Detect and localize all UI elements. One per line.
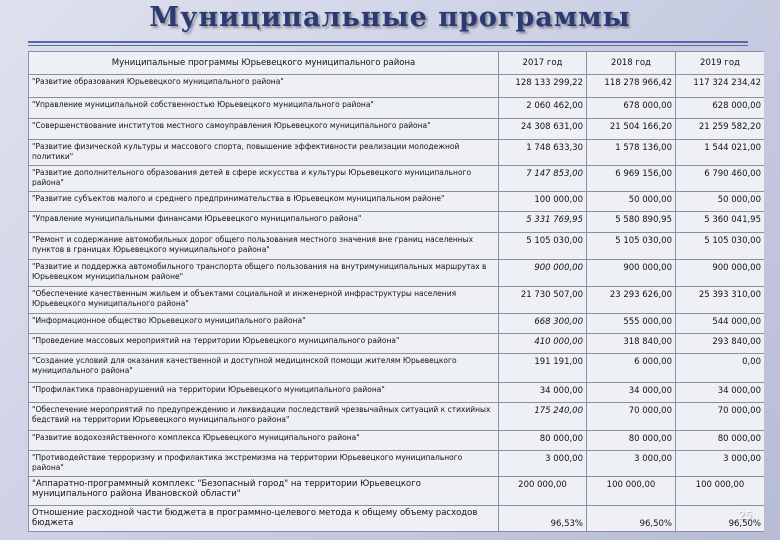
value-2019: 900 000,00 <box>676 260 765 287</box>
program-name: "Развитие физической культуры и массового спорта, повышение эффективности реализации молодежной политики" <box>29 140 499 166</box>
title-underline <box>28 41 748 43</box>
table-row <box>29 233 765 260</box>
title-underline-thin <box>28 45 748 46</box>
table-row <box>29 192 765 212</box>
header-year-2019: 2019 год <box>676 52 765 75</box>
value-2018: 318 840,00 <box>587 334 676 354</box>
program-name: "Обеспечение мероприятий по предупреждению и ликвидации последствий чрезвычайных ситуаций к стихийных бедствий на территории Юрьевецкого муниципального района" <box>29 403 499 431</box>
value-2019: 25 393 310,00 <box>676 287 765 314</box>
value-2019: 50 000,00 <box>676 192 765 212</box>
header-year-2018: 2018 год <box>587 52 676 75</box>
program-name: "Развитие водохозяйственного комплекса Юрьевецкого муниципального района" <box>29 431 499 451</box>
summary-value-2018: 96,50% <box>587 506 676 532</box>
value-2018: 555 000,00 <box>587 314 676 334</box>
value-2018: 50 000,00 <box>587 192 676 212</box>
table-row <box>29 383 765 403</box>
value-2019: 80 000,00 <box>676 431 765 451</box>
value-2018: 118 278 966,42 <box>587 75 676 98</box>
value-2017: 900 000,00 <box>499 260 587 287</box>
value-2018: 3 000,00 <box>587 451 676 477</box>
value-2017: 200 000,00 <box>499 477 587 506</box>
table-header-row <box>29 52 765 75</box>
value-2018: 21 504 166,20 <box>587 119 676 140</box>
program-name: "Создание условий для оказания качественной и доступной медицинской помощи жителям Юрьевецкого муниципального района" <box>29 354 499 383</box>
value-2018: 6 969 156,00 <box>587 166 676 192</box>
value-2018: 70 000,00 <box>587 403 676 431</box>
summary-row <box>29 506 765 532</box>
table-row <box>29 403 765 431</box>
programs-table-container <box>28 51 764 540</box>
page-number: 25 <box>738 509 752 522</box>
program-name: "Аппаратно-программный комплекс "Безопасный город" на территории Юрьевецкого муниципального района Ивановской области" <box>29 477 499 506</box>
value-2017: 100 000,00 <box>499 192 587 212</box>
value-2018: 1 578 136,00 <box>587 140 676 166</box>
program-name: "Противодействие терроризму и профилактика экстремизма на территории Юрьевецкого муниципального района" <box>29 451 499 477</box>
value-2018: 34 000,00 <box>587 383 676 403</box>
value-2019: 100 000,00 <box>676 477 765 506</box>
value-2019: 34 000,00 <box>676 383 765 403</box>
value-2019: 544 000,00 <box>676 314 765 334</box>
table-row <box>29 212 765 233</box>
page-title: Муниципальные программы <box>149 2 631 33</box>
value-2017: 80 000,00 <box>499 431 587 451</box>
table-row <box>29 314 765 334</box>
table-row <box>29 75 765 98</box>
value-2017: 191 191,00 <box>499 354 587 383</box>
value-2018: 5 105 030,00 <box>587 233 676 260</box>
value-2019: 3 000,00 <box>676 451 765 477</box>
value-2017: 175 240,00 <box>499 403 587 431</box>
value-2017: 3 000,00 <box>499 451 587 477</box>
value-2019: 1 544 021,00 <box>676 140 765 166</box>
value-2018: 900 000,00 <box>587 260 676 287</box>
header-program-name: Муниципальные программы Юрьевецкого муниципального района <box>29 52 499 75</box>
value-2019: 117 324 234,42 <box>676 75 765 98</box>
value-2018: 678 000,00 <box>587 98 676 119</box>
value-2017: 128 133 299,22 <box>499 75 587 98</box>
value-2017: 5 105 030,00 <box>499 233 587 260</box>
program-name: "Совершенствование институтов местного самоуправления Юрьевецкого муниципального района" <box>29 119 499 140</box>
value-2018: 23 293 626,00 <box>587 287 676 314</box>
program-name: "Профилактика правонарушений на территории Юрьевецкого муниципального района" <box>29 383 499 403</box>
value-2017: 5 331 769,95 <box>499 212 587 233</box>
value-2019: 5 360 041,95 <box>676 212 765 233</box>
value-2017: 2 060 462,00 <box>499 98 587 119</box>
value-2017: 7 147 853,00 <box>499 166 587 192</box>
table-row <box>29 431 765 451</box>
summary-value-2017: 96,53% <box>499 506 587 532</box>
summary-value-2019: 96,50% <box>676 506 765 532</box>
table-row <box>29 477 765 506</box>
header-year-2017: 2017 год <box>499 52 587 75</box>
value-2017: 21 730 507,00 <box>499 287 587 314</box>
summary-label: Отношение расходной части бюджета в программно-целевого метода к общему объему расходов бюджета <box>29 506 499 532</box>
value-2017: 24 308 631,00 <box>499 119 587 140</box>
program-name: "Управление муниципальной собственностью Юрьевецкого муниципального района" <box>29 98 499 119</box>
table-row <box>29 451 765 477</box>
table-row <box>29 166 765 192</box>
value-2018: 80 000,00 <box>587 431 676 451</box>
value-2019: 628 000,00 <box>676 98 765 119</box>
table-row <box>29 119 765 140</box>
table-row <box>29 98 765 119</box>
program-name: "Ремонт и содержание автомобильных дорог общего пользования местного значения вне границ населенных пунктов в границах Юрьевецкого муниципального района" <box>29 233 499 260</box>
value-2019: 5 105 030,00 <box>676 233 765 260</box>
value-2017: 668 300,00 <box>499 314 587 334</box>
value-2018: 5 580 890,95 <box>587 212 676 233</box>
table-row <box>29 260 765 287</box>
value-2017: 410 000,00 <box>499 334 587 354</box>
value-2017: 34 000,00 <box>499 383 587 403</box>
program-name: "Развитие дополнительного образования детей в сфере искусства и культуры Юрьевецкого муниципального района" <box>29 166 499 192</box>
value-2019: 6 790 460,00 <box>676 166 765 192</box>
program-name: "Проведение массовых мероприятий на территории Юрьевецкого муниципального района" <box>29 334 499 354</box>
value-2019: 0,00 <box>676 354 765 383</box>
program-name: "Информационное общество Юрьевецкого муниципального района" <box>29 314 499 334</box>
program-name: "Развитие и поддержка автомобильного транспорта общего пользования на внутримуниципальных маршрутах в Юрьевецком муниципальном районе" <box>29 260 499 287</box>
table-row <box>29 287 765 314</box>
value-2019: 293 840,00 <box>676 334 765 354</box>
value-2018: 6 000,00 <box>587 354 676 383</box>
program-name: "Обеспечение качественным жильем и объектами социальной и инженерной инфраструктуры населения Юрьевецкого муниципального района" <box>29 287 499 314</box>
value-2019: 70 000,00 <box>676 403 765 431</box>
programs-table <box>28 51 764 532</box>
table-row <box>29 334 765 354</box>
program-name: "Управление муниципальными финансами Юрьевецкого муниципального района" <box>29 212 499 233</box>
value-2017: 1 748 633,30 <box>499 140 587 166</box>
table-row <box>29 140 765 166</box>
value-2018: 100 000,00 <box>587 477 676 506</box>
table-row <box>29 354 765 383</box>
value-2019: 21 259 582,20 <box>676 119 765 140</box>
program-name: "Развитие субъектов малого и среднего предпринимательства в Юрьевецком муниципальном районе" <box>29 192 499 212</box>
program-name: "Развитие образования Юрьевецкого муниципального района" <box>29 75 499 98</box>
